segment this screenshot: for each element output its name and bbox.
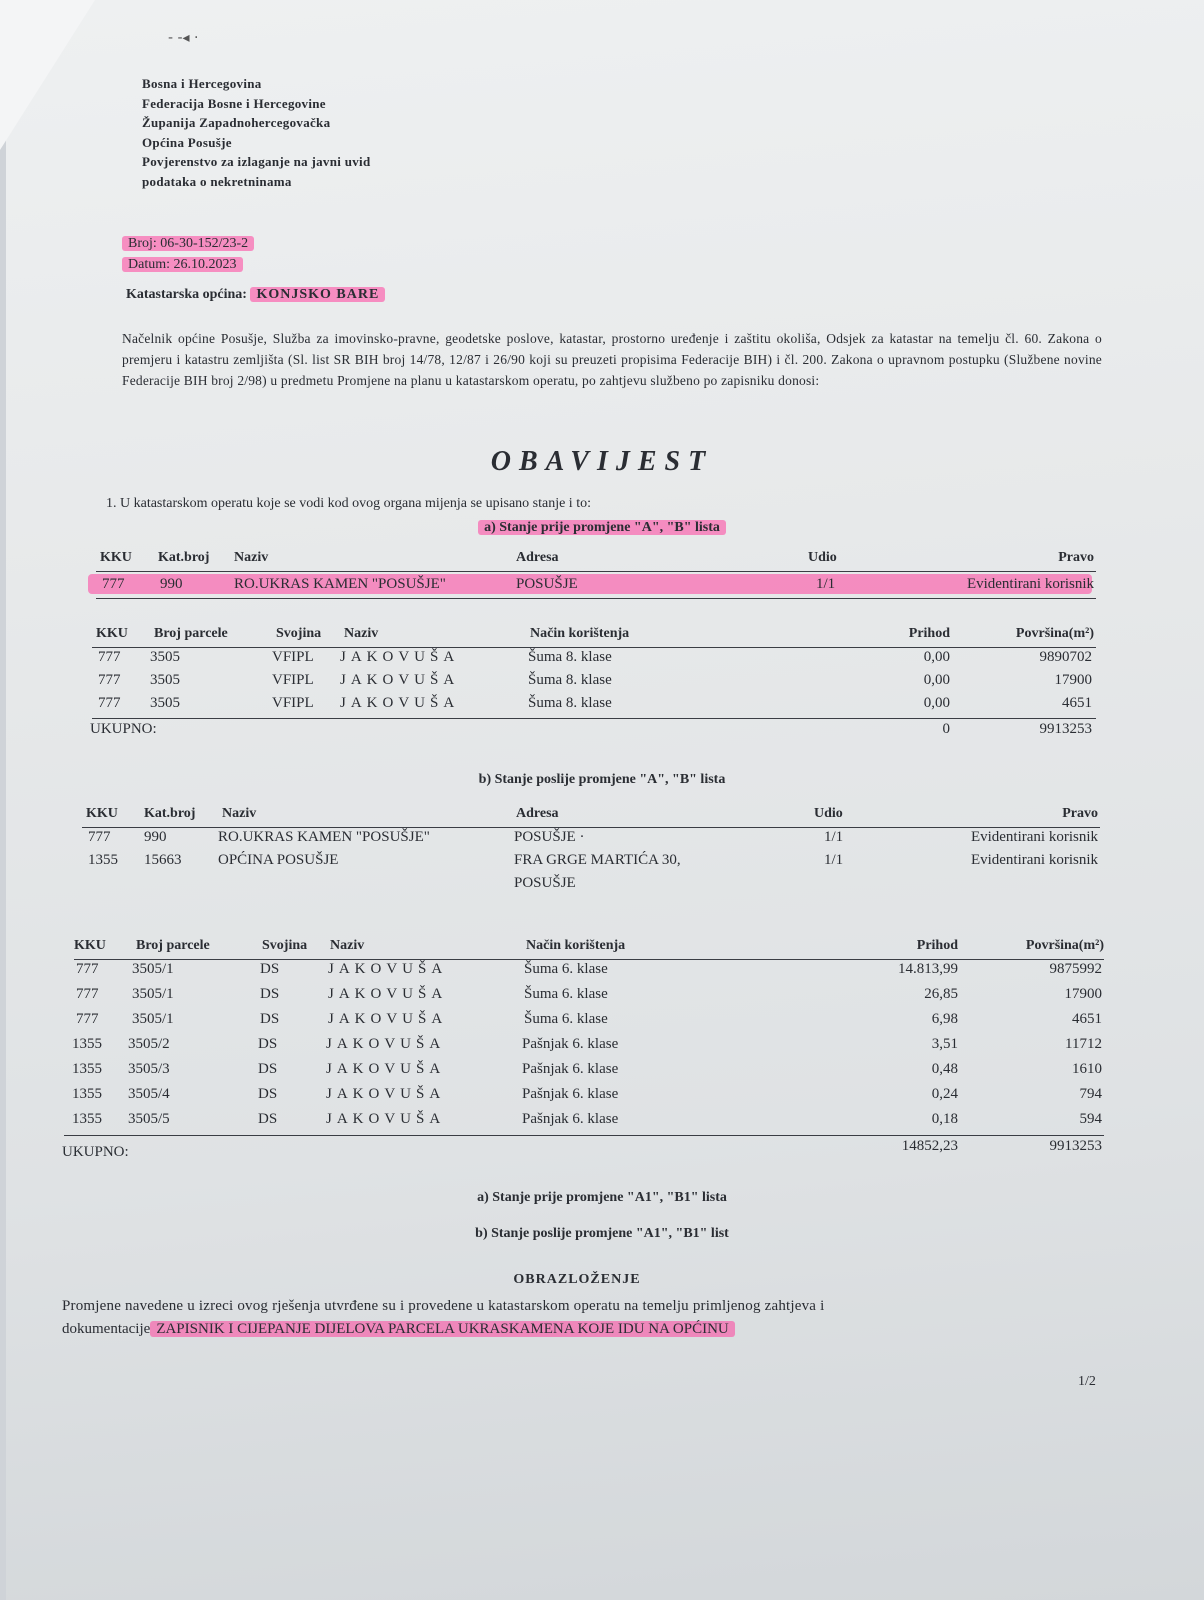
document-title: OBAVIJEST [490,446,714,477]
total-row: UKUPNO: 0 9913253 [90,721,1092,737]
parcels-after-table [62,936,1104,1160]
broj-text: Broj: 06-30-152/23-2 [122,236,254,251]
table-row: 1355 3505/5 DS JAKOVUŠA Pašnjak 6. klase 0,18 594 [72,1111,1102,1127]
section-b1-heading: b) Stanje poslije promjene "A1", "B1" list [475,1226,729,1241]
obrazlozenje-lead: dokumentacije [62,1321,151,1337]
datum-text: Datum: 26.10.2023 [122,257,243,272]
table-row: 777 3505 VFIPL JAKOVUŠA Šuma 8. klase 0,00 4651 [98,695,1092,711]
table-row: 777 3505 VFIPL JAKOVUŠA Šuma 8. klase 0,00 9890702 [98,649,1092,665]
katastarska-label: Katastarska općina: [126,287,247,302]
header-rule [96,571,1096,572]
broj-line [122,236,254,252]
section-a-heading: a) Stanje prije promjene "A", "B" lista [0,520,1204,536]
page-number: 1/2 [1078,1374,1096,1389]
table-row: 777 3505/1 DS JAKOVUŠA Šuma 6. klase 6,98 4651 [76,1011,1102,1027]
owners-after-table [82,804,1100,896]
obrazlozenje-text: Promjene navedene u izreci ovog rješenja utvrđene su i provedene u katastarskom operatu na temelju primljenog zahtjeva i [62,1298,825,1314]
table-row: 1355 3505/4 DS JAKOVUŠA Pašnjak 6. klase 0,24 794 [72,1086,1102,1102]
section-a1-heading: a) Stanje prije promjene "A1", "B1" lista [477,1190,727,1205]
table-header: KKU Broj parcele Svojina Naziv Način korištenja Prihod Površina(m²) [96,626,1094,641]
point-1: 1. U katastarskom operatu koje se vodi kod ovog organa mijenja se upisano stanje i to: [106,496,591,511]
katastarska-line [126,287,385,303]
table-row: 777 990 RO.UKRAS KAMEN "POSUŠJE" POSUŠJE 1/1 Evidentirani korisnik [102,576,1094,592]
folded-corner [0,0,95,150]
table-row: 777 3505/1 DS JAKOVUŠA Šuma 6. klase 14.813,99 9875992 [76,961,1102,977]
obrazlozenje-highlight: ZAPISNIK I CIJEPANJE DIJELOVA PARCELA UKRASKAMENA KOJE IDU NA OPĆINU [150,1321,734,1337]
table-header: KKU Kat.broj Naziv Adresa Udio Pravo [86,806,1098,821]
header-line: Općina Posušje [142,134,232,150]
intro-paragraph: Načelnik općine Posušje, Služba za imovinsko-pravne, geodetske poslove, katastar, prostorno uređenje i zaštitu okoliša, Odsjek za katastar na temelju čl. 60. Zakona o premjeru i katastru zemljišta (Sl. list SR BIH broj 14/78, 12/87 i 26/90 koji su preuzeti propisima Federacije BIH) i čl. 200. Zakona o upravnom postupku (Službene novine Federacije BIH broj 2/98) u predmetu Promjene na planu u katastarskom operatu, po zahtjevu službeno po zapisniku donosi: [122,331,1102,388]
obrazlozenje-section [62,1268,1092,1341]
katastarska-value: KONJSKO BARE [250,287,385,302]
table-row: 1355 3505/3 DS JAKOVUŠA Pašnjak 6. klase 0,48 1610 [72,1061,1102,1077]
table-bottom-rule [96,598,1096,599]
header-line: Povjerenstvo za izlaganje na javni uvid [142,154,371,169]
total-row: UKUPNO: 14852,23 9913253 [62,1138,1102,1160]
parcels-before-table [92,624,1096,739]
table-row: 1355 15663 OPĆINA POSUŠJE FRA GRGE MARTIĆA 30, 1/1 Evidentirani korisnik [88,852,1098,868]
table-row: 777 990 RO.UKRAS KAMEN "POSUŠJE" POSUŠJE · 1/1 Evidentirani korisnik [88,829,1098,845]
pen-mark: ‐ ‐◂ · [168,30,199,46]
obrazlozenje-title: OBRAZLOŽENJE [513,1272,641,1287]
datum-line [122,257,243,273]
header-line: Bosna i Hercegovina [142,76,262,91]
section-b-heading: b) Stanje poslije promjene "A", "B" lista [478,772,726,787]
table-header: KKU Kat.broj Naziv Adresa Udio Pravo [100,550,1094,565]
table-row: 777 3505 VFIPL JAKOVUŠA Šuma 8. klase 0,00 17900 [98,672,1092,688]
header-line: podataka o nekretninama [142,173,292,189]
issuer-header [142,74,370,191]
table-header: KKU Broj parcele Svojina Naziv Način korištenja Prihod Površina(m²) [74,938,1104,953]
table-row-continuation: POSUŠJE [514,875,576,891]
owners-before-table [96,548,1096,594]
table-row: 777 3505/1 DS JAKOVUŠA Šuma 6. klase 26,85 17900 [76,986,1102,1002]
obrazlozenje-last-line [62,1318,1092,1341]
table-row: 1355 3505/2 DS JAKOVUŠA Pašnjak 6. klase 3,51 11712 [72,1036,1102,1052]
header-line: Federacija Bosne i Hercegovine [142,95,326,111]
header-line: Županija Zapadnohercegovačka [142,115,331,130]
